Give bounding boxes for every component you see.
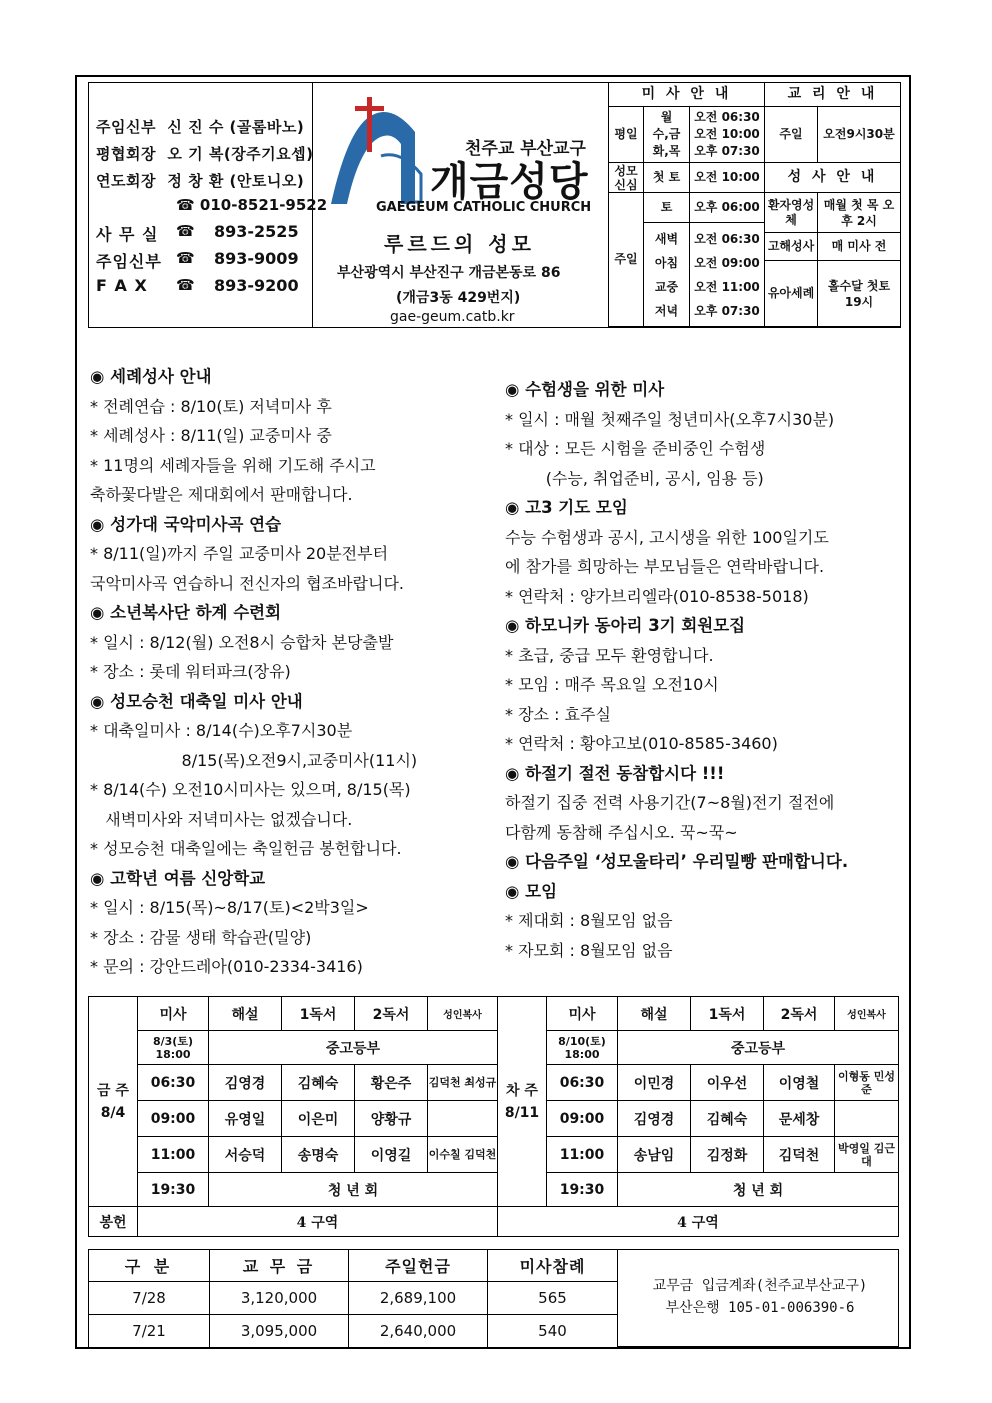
commentator: 서승덕 [209,1137,282,1173]
notice-heading: ◉ 소년복사단 하계 수련회 [90,603,282,622]
sacrament-name: 환자영성체 [765,193,818,233]
notice-heading: ◉ 성모승천 대축일 미사 안내 [90,691,303,711]
notices-left-column [90,362,417,982]
day: 월 [660,110,673,124]
day: 저녁 [654,303,679,318]
rota-this-week [88,996,498,1237]
column-header: 미사 [138,997,209,1031]
notice-line: 하절기 집중 전력 사용기간(7~8월)전기 절전에 [505,793,835,812]
mass-time: 11:00 [547,1137,618,1173]
weekday-label: 평일 [609,107,644,163]
notice-line: 8/15(목)오전9시,교중미사(11시) [90,750,418,770]
notice-line: 에 참가를 희망하는 부모님들은 연락바랍니다. [505,557,825,576]
sacrament-name: 고해성사 [765,233,818,261]
notice-heading: ◉ 고학년 여름 신앙학교 [90,868,266,888]
mass-time: 8/3(토) 18:00 [138,1031,209,1065]
group-name: 청 년 회 [618,1173,899,1207]
phone-label-office: 사 무 실 [96,225,159,244]
notice-line: * 일시 : 8/15(목)~8/17(토)<2박3일> [90,898,369,917]
column-header: 2독서 [355,997,428,1031]
reader-1: 김혜숙 [691,1101,764,1137]
server: 김덕천 최성규 [428,1065,498,1101]
mass-title: 미 사 안 내 [609,83,765,107]
phone-number-pastor: 893-9009 [214,249,299,268]
mass-time: 06:30 [547,1065,618,1101]
notice-line: * 장소 : 롯데 워터파크(장유) [90,662,291,681]
week-label: 차 주 8/11 [498,997,547,1207]
reader-2: 황은주 [355,1065,428,1101]
sacrament-name: 유아세례 [765,261,818,327]
notice-line: * 연락처 : 황야고보(010-8585-3460) [505,734,778,753]
commentator: 송남임 [618,1137,691,1173]
diocese-name: 천주교 부산교구 [465,139,586,159]
column-header: 성인복사 [835,997,899,1031]
week: 7/21 [89,1315,210,1348]
group-name: 중고등부 [618,1031,899,1065]
mobile-number: ☎ 010-8521-9522 [176,196,328,214]
sunday-offering: 2,640,000 [349,1315,488,1348]
phone-number-fax: 893-9200 [214,276,299,295]
notice-line: * 모임 : 매주 목요일 오전10시 [505,675,719,694]
catechism-time: 오전9시30분 [818,107,901,163]
reader-1: 김정화 [691,1137,764,1173]
reader-2: 김덕천 [764,1137,835,1173]
group-name: 중고등부 [209,1031,498,1065]
notice-line: * 일시 : 매월 첫째주일 청년미사(오후7시30분) [505,409,835,429]
commentator: 유영일 [209,1101,282,1137]
notice-heading: ◉ 하모니카 동아리 3기 회원모집 [505,616,746,635]
mass-time: 09:00 [547,1101,618,1137]
finance-table [88,1249,618,1348]
catechism-day: 주일 [765,107,818,163]
notice-line: * 대상 : 모든 시험을 준비중인 수험생 [505,439,766,458]
group-name: 청 년 회 [209,1173,498,1207]
time: 오전 09:00 [694,255,760,270]
catechism-sacrament-table [764,82,901,327]
column-header: 해설 [209,997,282,1031]
notice-line: 다함께 동참해 주십시오. 꾹~꾹~ [505,822,738,842]
column-header: 1독서 [282,997,355,1031]
reader-1: 이우선 [691,1065,764,1101]
reader-2: 이영철 [764,1065,835,1101]
catechism-title: 교 리 안 내 [765,83,901,107]
shrine-day: 첫 토 [644,163,690,193]
sunday-label: 주일 [609,193,644,327]
week-label: 금 주 8/4 [89,997,138,1207]
commentator: 김영경 [618,1101,691,1137]
account-title: 교무금 입금계좌(천주교부산교구) [652,1278,868,1294]
staff-memorial-president: 연도회장 정 창 환 (안토니오) [96,172,305,190]
column-header: 주일헌금 [349,1250,488,1282]
notice-heading: ◉ 하절기 절전 동참합시다 !!! [505,763,725,783]
reader-1: 김혜숙 [282,1065,355,1101]
column-header: 교 무 금 [210,1250,349,1282]
notice-line: * 초급, 중급 모두 환영합니다. [505,645,714,665]
time: 오전 06:30 [694,231,760,246]
phone-number-office: 893-2525 [214,222,299,241]
notice-heading: ◉ 성가대 국악미사곡 연습 [90,514,282,534]
church-logo-icon [325,92,435,207]
reader-2: 문세창 [764,1101,835,1137]
week: 7/28 [89,1282,210,1315]
offering-group: 4 구역 [138,1207,498,1237]
column-header: 1독서 [691,997,764,1031]
mass-time: 19:30 [547,1173,618,1207]
notice-line: * 전례연습 : 8/10(토) 저녁미사 후 [90,396,332,416]
notice-line: * 8/11(일)까지 주일 교중미사 20분전부터 [90,544,389,563]
notice-heading: ◉ 고3 기도 모임 [505,498,628,517]
mass-time: 09:00 [138,1101,209,1137]
column-header: 미사참례 [488,1250,618,1282]
notice-line: * 자모회 : 8월모임 없음 [505,940,673,960]
telephone-icon: ☎ [176,276,195,294]
sacrament-title: 성 사 안 내 [765,163,901,193]
column-header: 성인복사 [428,997,498,1031]
mass-schedule-table [608,82,765,327]
time: 오전 06:30 [694,110,760,124]
telephone-icon: ☎ [176,222,195,240]
notice-line: * 성모승천 대축일에는 축일헌금 봉헌합니다. [90,839,402,858]
server: 박영일 김근대 [835,1137,899,1173]
shrine-time: 오전 10:00 [690,163,765,193]
sunday-offering: 2,689,100 [349,1282,488,1315]
commentator: 김영경 [209,1065,282,1101]
reader-2: 이영길 [355,1137,428,1173]
notice-line: * 장소 : 감물 생태 학습관(밀양) [90,927,312,947]
website: gae-geum.catb.kr [390,309,515,325]
reader-1: 이은미 [282,1101,355,1137]
server: 이수칠 김덕천 [428,1137,498,1173]
rota-next-week [497,996,899,1237]
time: 오후 07:30 [694,303,760,318]
notice-line: (수능, 취업준비, 공시, 임용 등) [505,468,764,488]
sacrament-when: 홀수달 첫토 19시 [818,261,901,327]
notice-line: 수능 수험생과 공시, 고시생을 위한 100일기도 [505,527,829,547]
staff-council-president: 평협회장 오 기 복(장주기요셉) [96,145,314,163]
column-header: 해설 [618,997,691,1031]
day: 토 [644,193,690,223]
reader-1: 송명숙 [282,1137,355,1173]
notice-heading: ◉ 세례성사 안내 [90,367,212,386]
notice-line: 축하꽃다발은 제대회에서 판매합니다. [90,485,353,504]
church-name: 개금성당 [430,159,589,205]
notice-line: * 세례성사 : 8/11(일) 교중미사 중 [90,426,332,445]
address-lot: (개금3동 429번지) [396,290,521,306]
notice-line: 국악미사곡 연습하니 전신자의 협조바랍니다. [90,573,405,593]
notice-heading: ◉ 다음주일 ‘성모울타리’ 우리밀빵 판매합니다. [505,852,849,871]
sacrament-when: 매월 첫 목 오후 2시 [818,193,901,233]
column-header: 구 분 [89,1250,210,1282]
notice-line: * 제대회 : 8월모임 없음 [505,911,673,930]
day: 수,금 [652,127,681,141]
patron-title: 루르드의 성모 [384,232,535,256]
time: 오전 11:00 [694,279,760,294]
day: 교중 [654,279,679,294]
notice-line: * 장소 : 효주실 [505,704,611,724]
mass-time: 19:30 [138,1173,209,1207]
notice-line: * 8/14(수) 오전10시미사는 있으며, 8/15(목) [90,780,411,799]
mass-time: 06:30 [138,1065,209,1101]
server [428,1101,498,1137]
notice-line: 새벽미사와 저녁미사는 없겠습니다. [90,809,353,829]
time: 오후 07:30 [694,144,760,158]
day: 새벽 [654,231,679,246]
notice-line: * 연락처 : 양가브리엘라(010-8538-5018) [505,586,809,606]
commentator: 이민경 [618,1065,691,1101]
notice-line: * 문의 : 강안드레아(010-2334-3416) [90,957,363,976]
attendance: 540 [488,1315,618,1348]
notice-line: * 일시 : 8/12(월) 오전8시 승합차 본당출발 [90,632,394,652]
reader-2: 양황규 [355,1101,428,1137]
notice-heading: ◉ 수험생을 위한 미사 [505,380,665,399]
account-number: 부산은행 105-01-006390-6 [665,1300,855,1316]
staff-pastor: 주임신부 신 진 수 (골롬바노) [96,118,305,136]
time: 오전 10:00 [694,127,760,141]
notice-heading: ◉ 모임 [505,881,558,901]
telephone-icon: ☎ [176,249,195,267]
notices-right-column [505,375,848,965]
day: 화,목 [652,144,681,158]
server: 이형동 민성준 [835,1065,899,1101]
shrine-label: 성모신심 [609,163,644,193]
church-name-english: GAEGEUM CATHOLIC CHURCH [376,200,592,215]
server [835,1101,899,1137]
address-line: 부산광역시 부산진구 개금본동로 86 [337,265,561,281]
tithe: 3,120,000 [210,1282,349,1315]
mass-time: 11:00 [138,1137,209,1173]
offering-label: 봉헌 [89,1207,138,1237]
bank-account [625,1275,895,1319]
day: 아침 [654,255,679,270]
notice-line: * 대축일미사 : 8/14(수)오후7시30분 [90,721,353,740]
phone-label-fax: F A X [96,276,148,295]
attendance: 565 [488,1282,618,1315]
sacrament-when: 매 미사 전 [818,233,901,261]
phone-label-pastor: 주임신부 [96,252,162,271]
tithe: 3,095,000 [210,1315,349,1348]
time: 오후 06:00 [690,193,765,223]
column-header: 2독서 [764,997,835,1031]
column-header: 미사 [547,997,618,1031]
notice-line: * 11명의 세례자들을 위해 기도해 주시고 [90,455,376,475]
mass-time: 8/10(토) 18:00 [547,1031,618,1065]
offering-group: 4 구역 [498,1207,899,1237]
